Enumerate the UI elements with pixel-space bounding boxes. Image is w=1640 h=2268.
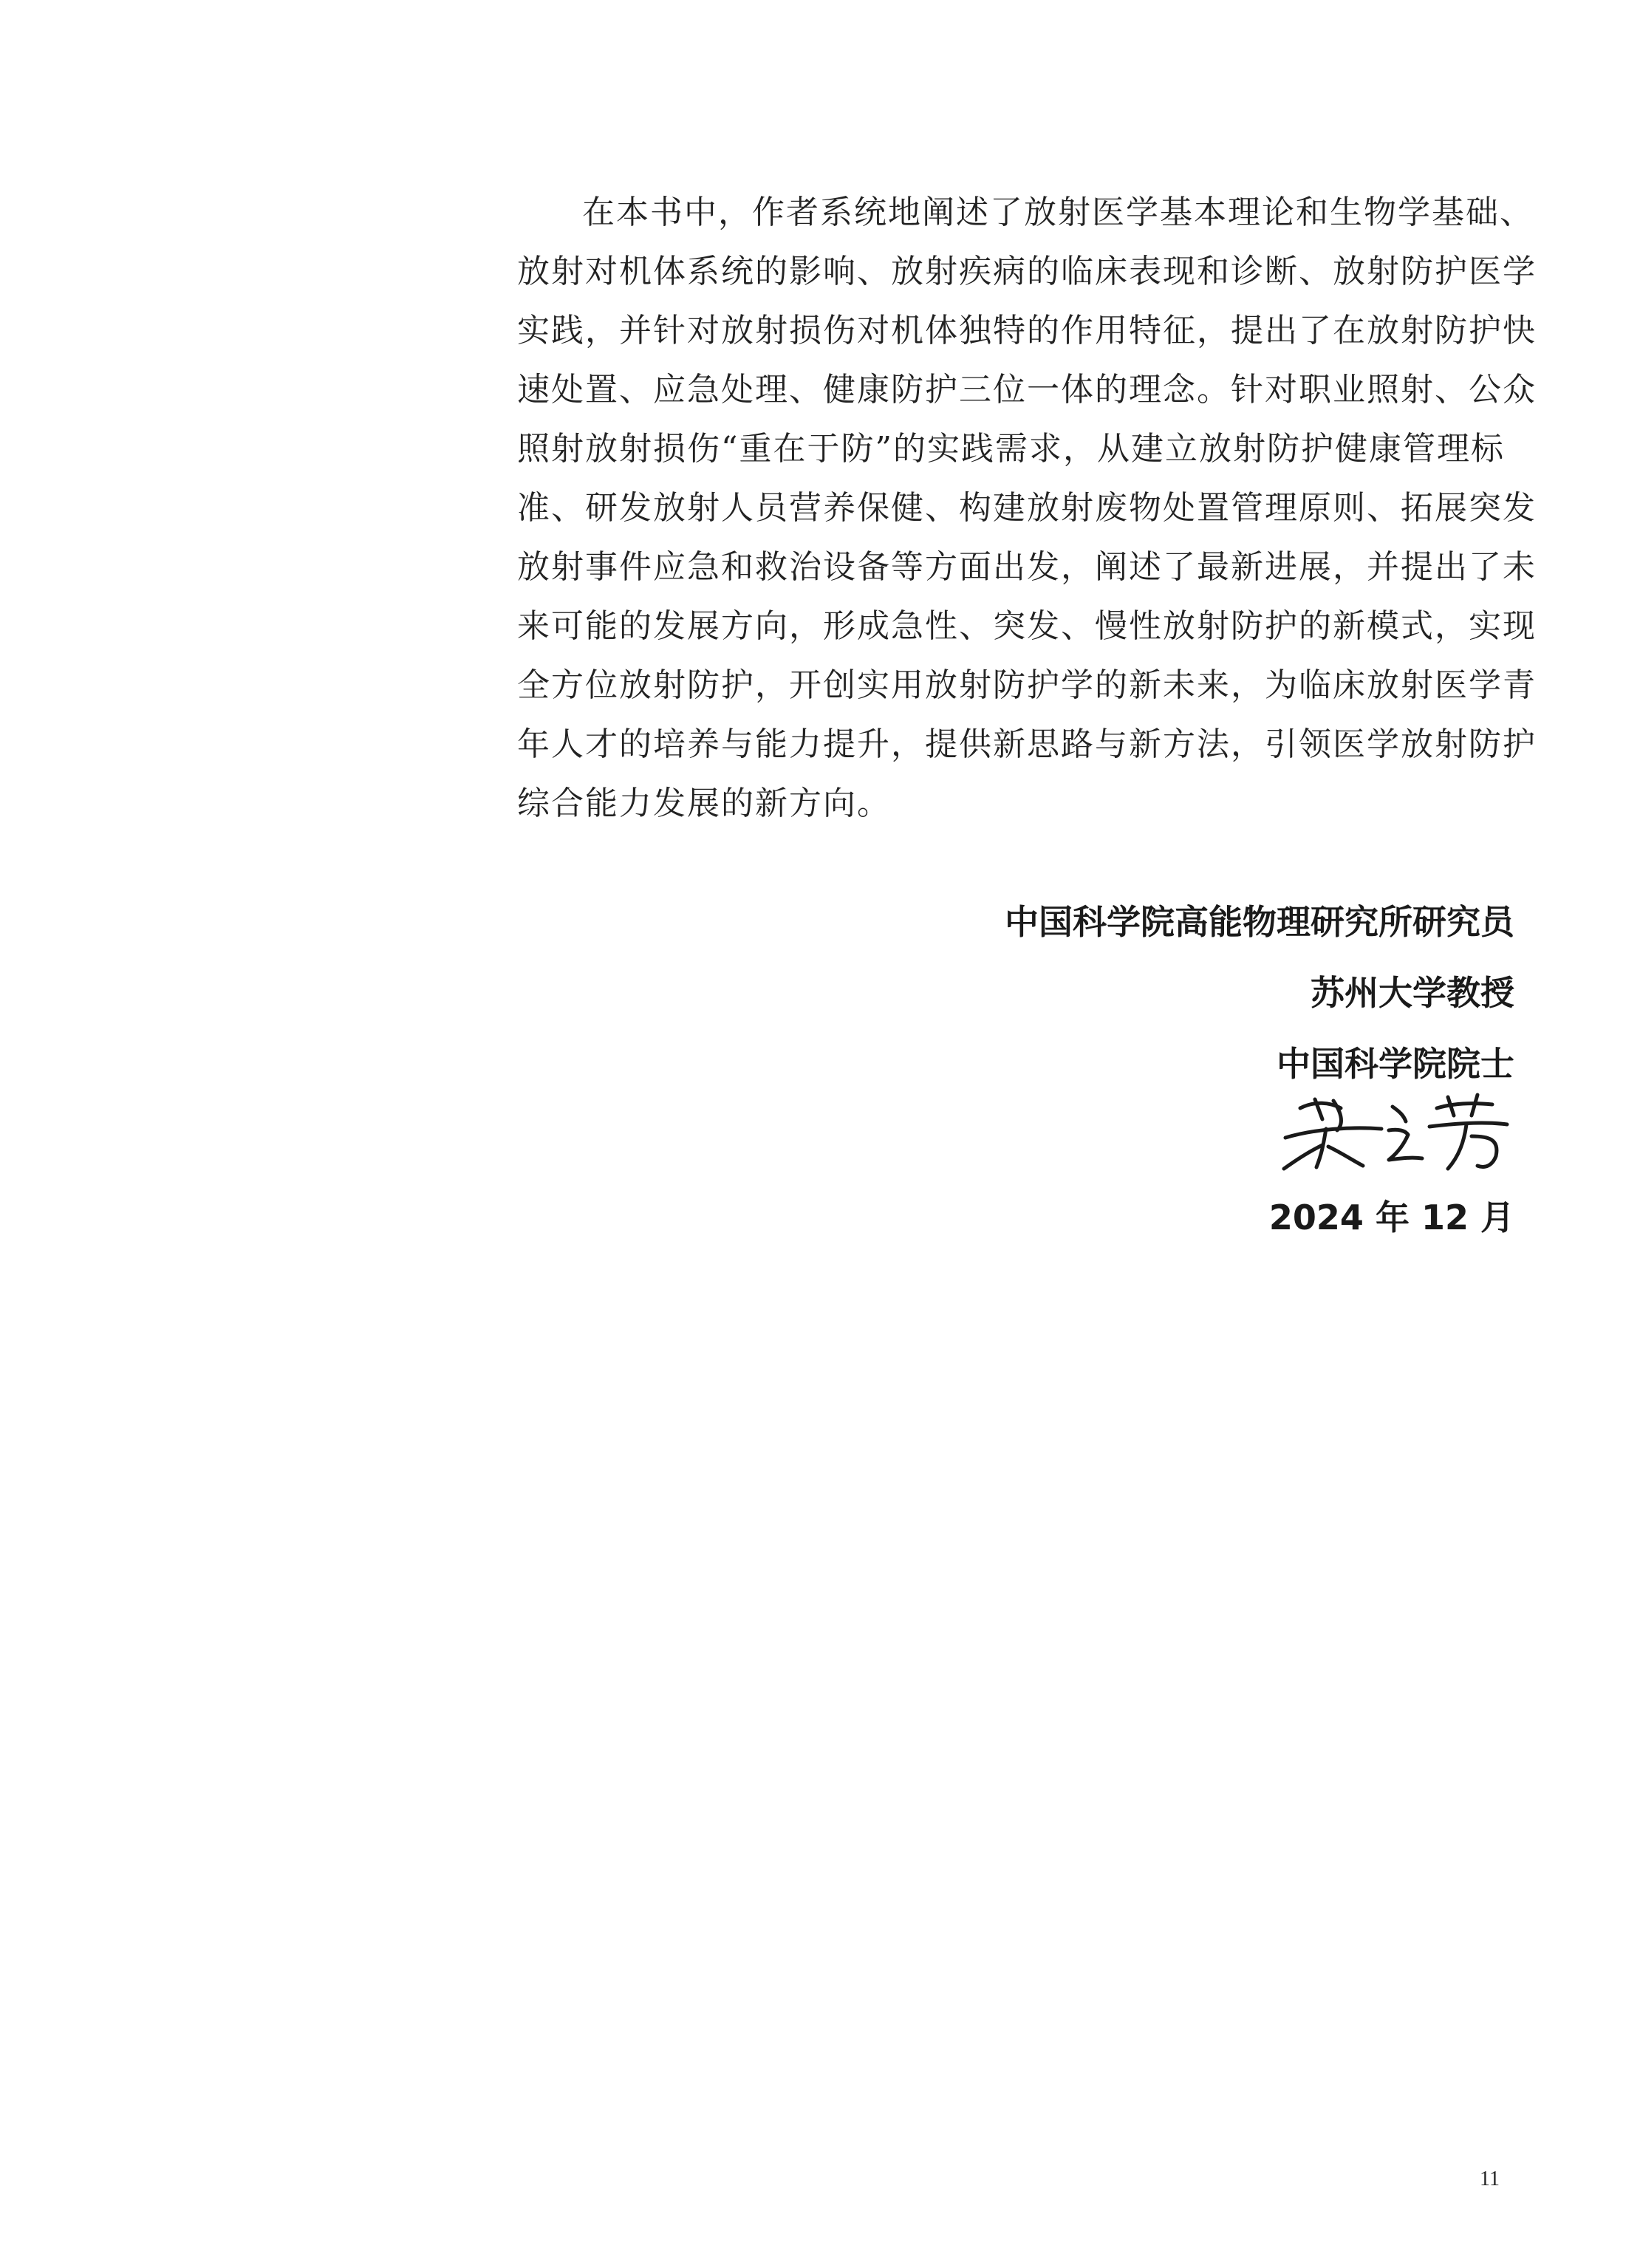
paragraph-line: 来可能的发展方向，形成急性、突发、慢性放射防护的新模式，实现 bbox=[517, 607, 1537, 645]
paragraph-line: 放射对机体系统的影响、放射疾病的临床表现和诊断、放射防护医学 bbox=[517, 253, 1537, 290]
date-line: 2024 年 12 月 bbox=[1268, 1198, 1514, 1237]
affiliation-line: 中国科学院高能物理研究所研究员 bbox=[1005, 902, 1514, 942]
paragraph-line: 放射事件应急和救治设备等方面出发，阐述了最新进展，并提出了未 bbox=[517, 548, 1537, 586]
page-number: 11 bbox=[1480, 2168, 1500, 2190]
paragraph-line: 全方位放射防护，开创实用放射防护学的新未来，为临床放射医学青 bbox=[517, 666, 1537, 704]
handwritten-signature-image bbox=[1271, 1086, 1514, 1175]
paragraph-line: 综合能力发展的新方向。 bbox=[517, 785, 891, 822]
paragraph-line: 年人才的培养与能力提升，提供新思路与新方法，引领医学放射防护 bbox=[517, 725, 1537, 763]
paragraph-line: 速处置、应急处理、健康防护三位一体的理念。针对职业照射、公众 bbox=[517, 371, 1537, 409]
paragraph-line: 在本书中，作者系统地阐述了放射医学基本理论和生物学基础、 bbox=[582, 194, 1534, 231]
affiliation-line: 苏州大学教授 bbox=[1311, 973, 1514, 1013]
affiliation-line: 中国科学院院士 bbox=[1277, 1044, 1514, 1084]
paragraph-line: 准、研发放射人员营养保健、构建放射废物处置管理原则、拓展突发 bbox=[517, 489, 1537, 527]
paragraph-line: 照射放射损伤“重在于防”的实践需求，从建立放射防护健康管理标 bbox=[517, 430, 1505, 468]
paragraph-line: 实践，并针对放射损伤对机体独特的作用特征，提出了在放射防护快 bbox=[517, 312, 1537, 349]
